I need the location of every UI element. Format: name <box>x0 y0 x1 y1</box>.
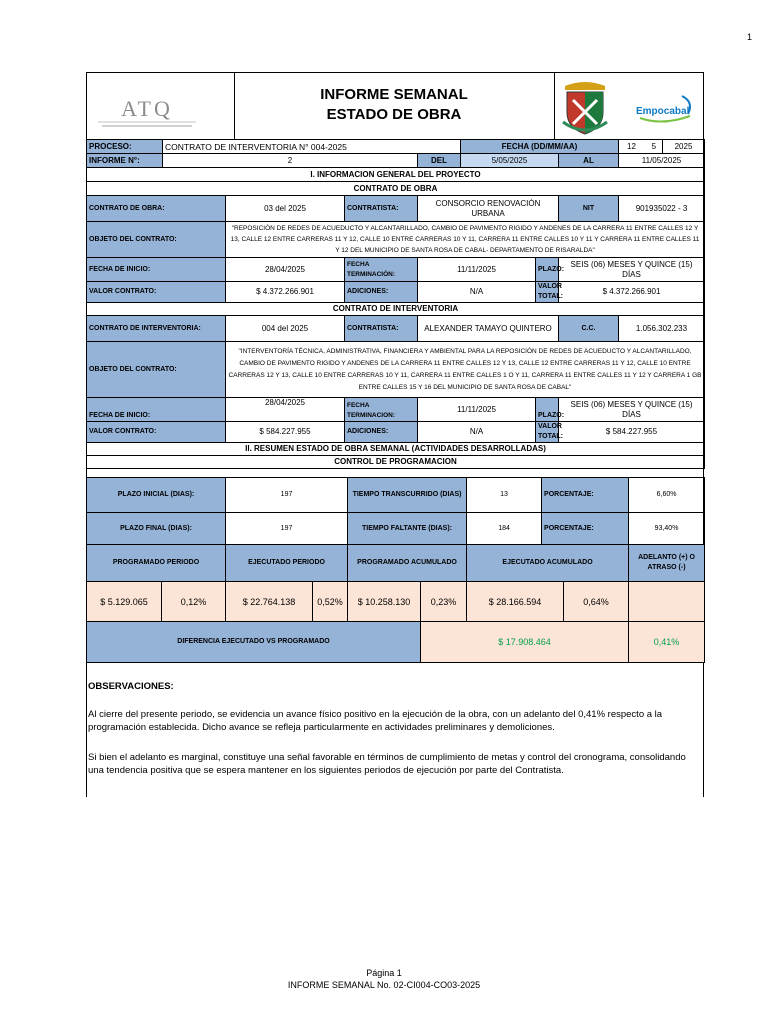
terminacion-obra-label: FECHA TERMINACIÓN: <box>345 258 418 282</box>
terminacion-obra-value: 11/11/2025 <box>418 258 536 282</box>
total-obra-value: $ 4.372.266.901 <box>559 282 705 303</box>
report-title: INFORME SEMANAL <box>320 86 468 104</box>
header-table <box>86 72 704 140</box>
porcentaje2-value: 93,40% <box>629 513 705 545</box>
contrato-obra-title: CONTRATO DE OBRA <box>87 182 705 196</box>
diferencia-label: DIFERENCIA EJECUTADO VS PROGRAMADO <box>87 622 421 663</box>
prog-periodo-label: PROGRAMADO PERIODO <box>87 545 226 582</box>
diferencia-pct: 0,41% <box>629 622 705 663</box>
plazo-int-value: SEIS (06) MESES Y QUINCE (15) DÍAS <box>559 398 705 422</box>
terminacion-int-value: 11/11/2025 <box>418 398 536 422</box>
proceso-value: CONTRATO DE INTERVENTORIA N° 004-2025 <box>163 140 461 154</box>
plazo-obra-value: SEIS (06) MESES Y QUINCE (15) DÍAS <box>559 258 705 282</box>
contratista-value: CONSORCIO RENOVACIÓN URBANA <box>418 196 559 222</box>
valor-int-value: $ 584.227.955 <box>226 422 345 443</box>
plazo-final-label: PLAZO FINAL (DIAS): <box>87 513 226 545</box>
ejec-periodo-label: EJECUTADO PERIODO <box>226 545 348 582</box>
terminacion-int-label: FECHA TERMINACION: <box>345 398 418 422</box>
total-obra-label: VALOR TOTAL: <box>536 282 559 303</box>
valor-obra-value: $ 4.372.266.901 <box>226 282 345 303</box>
ejec-acum-pct: 0,64% <box>564 582 629 622</box>
observaciones-paragraph-1: Al cierre del presente periodo, se evidencia un avance físico positivo en la ejecución de la obra, con un adelanto del 0,41% respecto a la programación establecida. Dicho avance se refleja particularmente en actividades preliminares y demoliciones. <box>88 709 663 733</box>
total-int-label: VALOR TOTAL: <box>536 422 559 443</box>
porcentaje1-value: 6,60% <box>629 478 705 513</box>
inicio-int-label: FECHA DE INICIO: <box>87 398 226 422</box>
objeto-int-value: "INTERVENTORÍA TÉCNICA, ADMINISTRATIVA, FINANCIERA Y AMBIENTAL PARA LA REPOSICIÓN DE REDES DE ACUEDUCTO Y ALCANTARILLADO, CAMBIO DE PAVIMENTO RIGIDO Y ANDENES DE LA CARRERA 11 ENTRE CALLES 12 Y 13, CALLE 12 ENTRE CARRERAS 11 Y 12, CALLE 10 ENTRE CARRERAS 12 Y 13, CALLE 10 ENTRE CARRERAS 10 Y 11, CARRERA 11 ENTRE CALLES 1 O Y 11, CARRERA 11 ENTRE CALLES 11 Y 12 Y CARRERA 1 GB ENTRE CALLES 15 Y 16 DEL MUNICIPIO DE SANTA ROSA DE CABAL" <box>226 342 705 398</box>
prog-periodo-value: $ 5.129.065 <box>87 582 162 622</box>
footer <box>0 967 768 991</box>
plazo-inicial-value: 197 <box>226 478 348 513</box>
cc-value: 1.056.302.233 <box>619 316 705 342</box>
adiciones-obra-value: N/A <box>418 282 536 303</box>
prog-acum-label: PROGRAMADO ACUMULADO <box>348 545 467 582</box>
contrato-obra-label: CONTRATO DE OBRA: <box>87 196 226 222</box>
plazo-final-value: 197 <box>226 513 348 545</box>
porcentaje2-label: PORCENTAJE: <box>542 513 629 545</box>
valor-obra-label: VALOR CONTRATO: <box>87 282 226 303</box>
footer-ref: INFORME SEMANAL No. 02-CI004-CO03-2025 <box>287 980 481 990</box>
contrato-interventoria-title: CONTRATO DE INTERVENTORIA <box>87 303 705 316</box>
adelanto-label: ADELANTO (+) O ATRASO (-) <box>629 545 705 582</box>
fecha-label: FECHA (DD/MM/AA) <box>461 140 619 154</box>
adiciones-int-value: N/A <box>418 422 536 443</box>
inicio-obra-value: 28/04/2025 <box>226 258 345 282</box>
al-label: AL <box>559 154 619 168</box>
contrato-int-label: CONTRATO DE INTERVENTORIA: <box>87 316 226 342</box>
report-subtitle: ESTADO DE OBRA <box>326 106 462 124</box>
proceso-label: PROCESO: <box>87 140 163 154</box>
al-value: 11/05/2025 <box>619 154 705 168</box>
contratista-int-value: ALEXANDER TAMAYO QUINTERO <box>418 316 559 342</box>
plazo-int-label: PLAZO: <box>536 398 559 422</box>
prog-periodo-pct: 0,12% <box>162 582 226 622</box>
plazo-inicial-label: PLAZO INICIAL (DIAS): <box>87 478 226 513</box>
adiciones-int-label: ADICIONES: <box>345 422 418 443</box>
inicio-obra-label: FECHA DE INICIO: <box>87 258 226 282</box>
faltante-value: 184 <box>467 513 542 545</box>
svg-text:ATQ: ATQ <box>121 96 173 121</box>
fecha-dd: 12 5 <box>619 140 663 154</box>
del-label: DEL <box>418 154 461 168</box>
transcurrido-label: TIEMPO TRANSCURRIDO (DIAS) <box>348 478 467 513</box>
nit-label: NIT <box>559 196 619 222</box>
faltante-label: TIEMPO FALTANTE (DIAS): <box>348 513 467 545</box>
general-info-table <box>86 139 705 469</box>
nit-value: 901935022 - 3 <box>619 196 705 222</box>
control-title: CONTROL DE PROGRAMACION <box>87 456 705 469</box>
informe-value: 2 <box>163 154 418 168</box>
objeto-int-label: OBJETO DEL CONTRATO: <box>87 342 226 398</box>
prog-acum-value: $ 10.258.130 <box>348 582 421 622</box>
title-cell <box>234 72 554 139</box>
objeto-obra-value: "REPOSICIÓN DE REDES DE ACUEDUCTO Y ALCANTARILLADO, CAMBIO DE PAVIMENTO RIGIDO Y ANDENES DE LA CARRERA 11 ENTRE CALLES 12 Y 13, CALLE 12 ENTRE CARRERAS 11 Y 12, CALLE 10 ENTRE CARRERAS 10 Y 11, CARRERA 11 ENTRE CALLES 10 Y 11 Y CARRERA 11 ENTRE CALLES 11 Y 12 DEL MUNICIPIO DE SANTA ROSA DE CABAL- DEPARTAMENTO DE RISARALDA" <box>226 222 705 258</box>
control-table <box>86 477 705 663</box>
ejec-periodo-pct: 0,52% <box>313 582 348 622</box>
objeto-obra-label: OBJETO DEL CONTRATO: <box>87 222 226 258</box>
page-number: 1 <box>746 32 752 42</box>
plazo-obra-label: PLAZO: <box>536 258 559 282</box>
diferencia-value: $ 17.908.464 <box>421 622 629 663</box>
footer-page: Página 1 <box>366 968 402 978</box>
observaciones-paragraph-2: Si bien el adelanto es marginal, constituye una señal favorable en términos de cumplimiento de metas y control del cronograma, consolidando una tendencia positiva que se espera mantener en los siguientes periodos de ejecución por parte del Contratista. <box>88 752 686 776</box>
section-1-title: I. INFORMACION GENERAL DEL PROYECTO <box>87 168 705 182</box>
informe-label: INFORME N°: <box>87 154 163 168</box>
contratista-label: CONTRATISTA: <box>345 196 418 222</box>
atq-logo-cell <box>86 72 234 139</box>
section-2-title: II. RESUMEN ESTADO DE OBRA SEMANAL (ACTIVIDADES DESARROLLADAS) <box>87 443 705 456</box>
transcurrido-value: 13 <box>467 478 542 513</box>
total-int-value: $ 584.227.955 <box>559 422 705 443</box>
contrato-int-value: 004 del 2025 <box>226 316 345 342</box>
cc-label: C.C. <box>559 316 619 342</box>
contrato-obra-value: 03 del 2025 <box>226 196 345 222</box>
ejec-acum-value: $ 28.166.594 <box>467 582 564 622</box>
porcentaje1-label: PORCENTAJE: <box>542 478 629 513</box>
valor-int-label: VALOR CONTRATO: <box>87 422 226 443</box>
ejec-periodo-value: $ 22.764.138 <box>226 582 313 622</box>
logos-cell <box>554 72 704 139</box>
adiciones-obra-label: ADICIONES: <box>345 282 418 303</box>
adelanto-value <box>629 582 705 622</box>
contratista-int-label: CONTRATISTA: <box>345 316 418 342</box>
fecha-aa: 2025 <box>663 140 705 154</box>
inicio-int-value: 28/04/2025 <box>226 398 345 422</box>
ejec-acum-label: EJECUTADO ACUMULADO <box>467 545 629 582</box>
observaciones-title: OBSERVACIONES: <box>88 681 174 692</box>
svg-text:Empocabal: Empocabal <box>636 106 690 117</box>
prog-acum-pct: 0,23% <box>421 582 467 622</box>
del-value: 5/05/2025 <box>461 154 559 168</box>
